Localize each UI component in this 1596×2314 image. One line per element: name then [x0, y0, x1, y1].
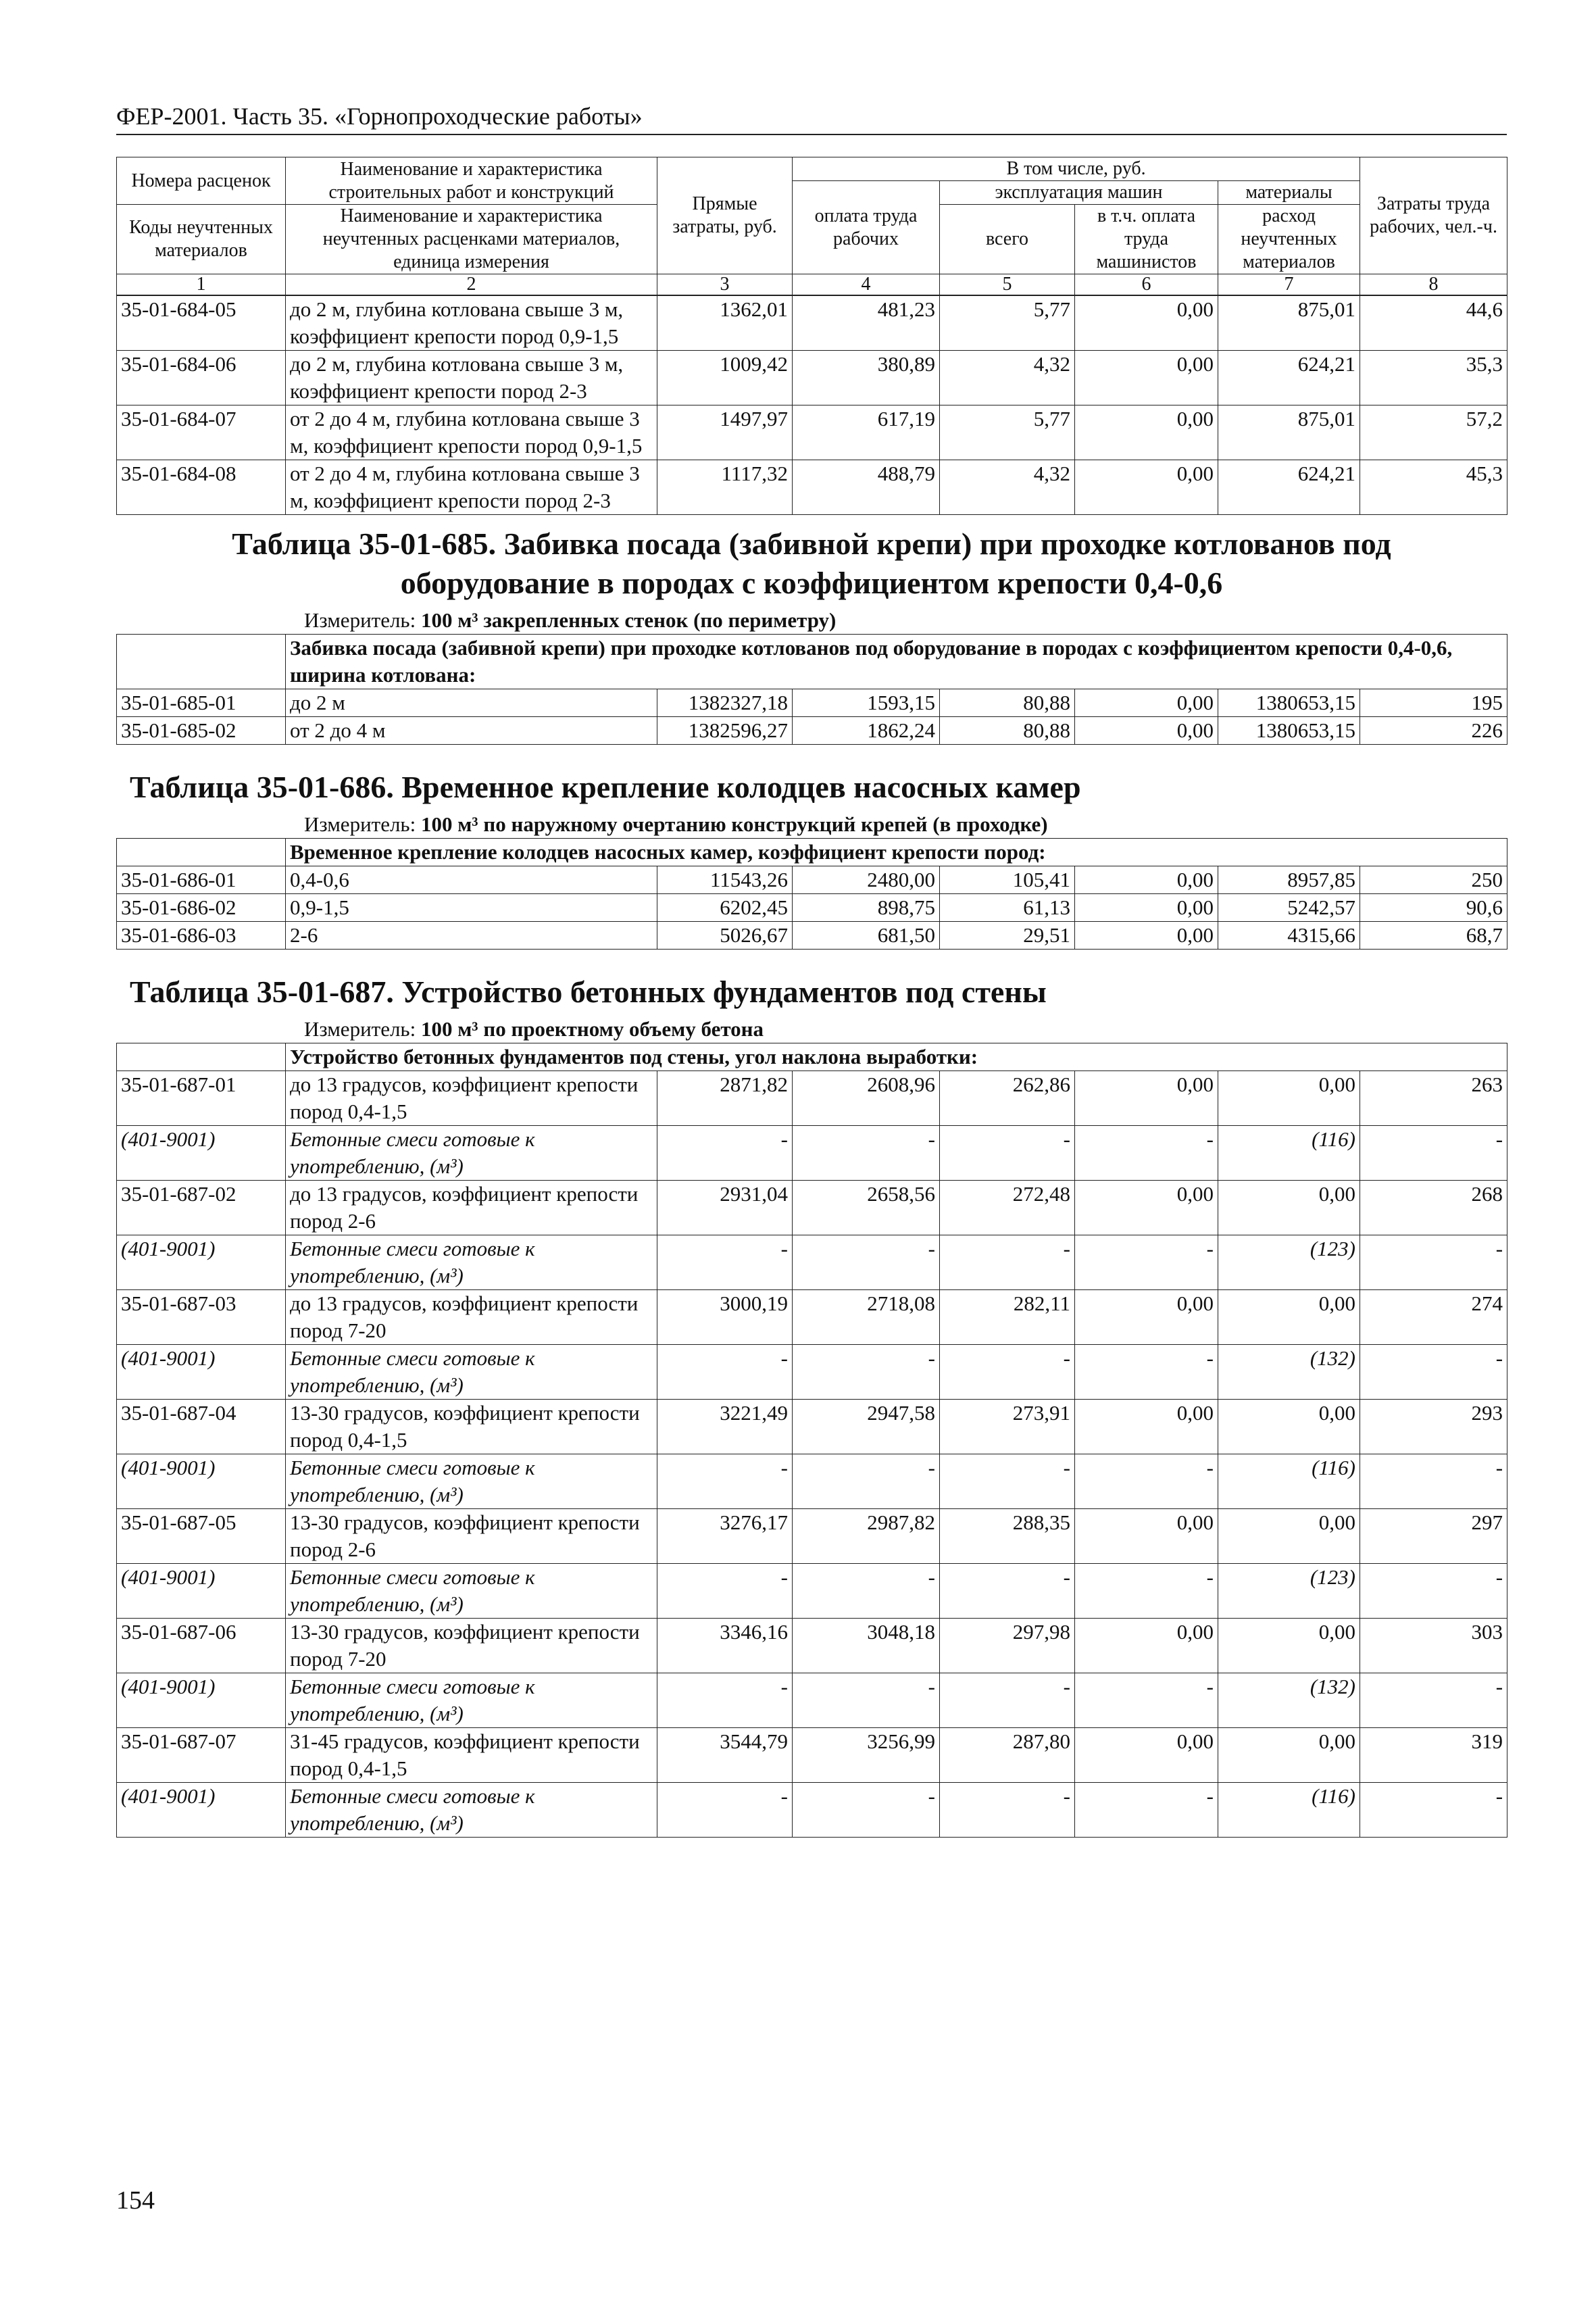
col2-top-header: Наименование и характеристика строительных работ и конструкций: [286, 157, 657, 205]
measure-label: Измеритель:: [304, 812, 416, 836]
labor-cost: 1862,24: [793, 717, 940, 745]
rate-description: от 2 до 4 м, глубина котлована свыше 3 м, коэффициент крепости пород 0,9-1,5: [286, 405, 657, 460]
machinist-pay: 0,00: [1075, 351, 1218, 405]
table-687: [116, 1043, 1507, 1838]
rate-code: 35-01-684-05: [117, 296, 286, 351]
labor-cost: 3256,99: [793, 1728, 940, 1783]
rate-code: 35-01-687-03: [117, 1290, 286, 1345]
materials-cost: 0,00: [1218, 1181, 1360, 1235]
machines-total: 80,88: [940, 717, 1075, 745]
rate-code: 35-01-685-01: [117, 689, 286, 717]
rate-description: до 2 м, глубина котлована свыше 3 м, коэффициент крепости пород 2-3: [286, 351, 657, 405]
machinist-pay: 0,00: [1075, 1290, 1218, 1345]
materials-cost: 624,21: [1218, 351, 1360, 405]
direct-cost: 2931,04: [657, 1181, 793, 1235]
material-row: [117, 1454, 1507, 1509]
machines-total: 272,48: [940, 1181, 1075, 1235]
labor-hours: 268: [1360, 1181, 1507, 1235]
labor-hours: 68,7: [1360, 922, 1507, 950]
dash-cell: -: [940, 1345, 1075, 1400]
rate-code: 35-01-686-03: [117, 922, 286, 950]
table-row: [117, 894, 1507, 922]
dash-cell: -: [940, 1783, 1075, 1838]
table-row: [117, 717, 1507, 745]
measure-value: 100 м³ по наружному очертанию конструкций крепей (в проходке): [420, 812, 1048, 836]
dash-cell: -: [940, 1564, 1075, 1619]
col-number: 4: [793, 274, 940, 295]
machinist-pay: 0,00: [1075, 460, 1218, 515]
dash-cell: -: [940, 1235, 1075, 1290]
labor-hours: 57,2: [1360, 405, 1507, 460]
material-quantity: (132): [1218, 1345, 1360, 1400]
materials-cost: 0,00: [1218, 1400, 1360, 1454]
materials-cost: 0,00: [1218, 1509, 1360, 1564]
labor-cost: 2718,08: [793, 1290, 940, 1345]
table-row: [117, 296, 1507, 351]
material-quantity: (116): [1218, 1454, 1360, 1509]
rate-code: 35-01-684-06: [117, 351, 286, 405]
rate-code: 35-01-685-02: [117, 717, 286, 745]
material-description: Бетонные смеси готовые к употреблению, (м³): [286, 1564, 657, 1619]
direct-cost: 1382596,27: [657, 717, 793, 745]
dash-cell: -: [1075, 1454, 1218, 1509]
table-row: [117, 922, 1507, 950]
rate-description: 0,4-0,6: [286, 866, 657, 894]
direct-cost: 3000,19: [657, 1290, 793, 1345]
table-row: [117, 405, 1507, 460]
direct-cost: 5026,67: [657, 922, 793, 950]
machinist-pay: 0,00: [1075, 717, 1218, 745]
labor-cost: 488,79: [793, 460, 940, 515]
table-684-rows: [116, 295, 1507, 515]
table-row: [117, 1728, 1507, 1783]
labor-hours: 226: [1360, 717, 1507, 745]
dash-cell: -: [657, 1783, 793, 1838]
machines-total: 282,11: [940, 1290, 1075, 1345]
rate-code: 35-01-684-07: [117, 405, 286, 460]
dash-cell: -: [657, 1673, 793, 1728]
material-description: Бетонные смеси готовые к употреблению, (м³): [286, 1673, 657, 1728]
dash-cell: -: [657, 1345, 793, 1400]
machines-total: 61,13: [940, 894, 1075, 922]
col4-header: оплата труда рабочих: [793, 181, 940, 274]
col-number: 2: [286, 274, 657, 295]
materials-cost: 624,21: [1218, 460, 1360, 515]
materials-cost: 1380653,15: [1218, 717, 1360, 745]
machines-total: 273,91: [940, 1400, 1075, 1454]
col8-header: Затраты труда рабочих, чел.-ч.: [1360, 157, 1507, 274]
table-685-measure: [116, 607, 1507, 634]
table-686-caption: Временное крепление колодцев насосных камер, коэффициент крепости пород:: [286, 839, 1507, 866]
dash-cell: -: [1075, 1345, 1218, 1400]
rate-description: до 13 градусов, коэффициент крепости пород 0,4-1,5: [286, 1071, 657, 1126]
labor-cost: 380,89: [793, 351, 940, 405]
materials-cost: 5242,57: [1218, 894, 1360, 922]
dash-cell: -: [1360, 1126, 1507, 1181]
materials-header: материалы: [1218, 181, 1360, 205]
material-row: [117, 1345, 1507, 1400]
col1-bottom-header: Коды неучтенных материалов: [117, 205, 286, 274]
machines-total: 80,88: [940, 689, 1075, 717]
machines-total: 105,41: [940, 866, 1075, 894]
table-row: [117, 866, 1507, 894]
direct-cost: 1009,42: [657, 351, 793, 405]
labor-cost: 2480,00: [793, 866, 940, 894]
machines-total: 297,98: [940, 1619, 1075, 1673]
material-quantity: (132): [1218, 1673, 1360, 1728]
measure-value: 100 м³ закрепленных стенок (по периметру): [420, 608, 837, 632]
dash-cell: -: [793, 1345, 940, 1400]
materials-cost: 0,00: [1218, 1071, 1360, 1126]
material-code: (401-9001): [117, 1345, 286, 1400]
document-body: [116, 157, 1507, 1838]
rate-code: 35-01-687-01: [117, 1071, 286, 1126]
dash-cell: -: [793, 1673, 940, 1728]
table-686: [116, 838, 1507, 950]
col1-top-header: Номера расценок: [117, 157, 286, 205]
labor-hours: 263: [1360, 1071, 1507, 1126]
page-number: 154: [116, 2186, 155, 2215]
materials-cost: 0,00: [1218, 1728, 1360, 1783]
rate-code: 35-01-686-02: [117, 894, 286, 922]
dash-cell: -: [1360, 1673, 1507, 1728]
rate-description: 31-45 градусов, коэффициент крепости пород 0,4-1,5: [286, 1728, 657, 1783]
table-686-measure: [116, 811, 1507, 838]
labor-hours: 90,6: [1360, 894, 1507, 922]
rate-description: 2-6: [286, 922, 657, 950]
measure-value: 100 м³ по проектному объему бетона: [420, 1017, 764, 1041]
labor-hours: 297: [1360, 1509, 1507, 1564]
machinist-pay: 0,00: [1075, 296, 1218, 351]
material-description: Бетонные смеси готовые к употреблению, (м³): [286, 1345, 657, 1400]
labor-hours: 195: [1360, 689, 1507, 717]
dash-cell: -: [657, 1564, 793, 1619]
labor-cost: 2987,82: [793, 1509, 940, 1564]
material-row: [117, 1564, 1507, 1619]
material-code: (401-9001): [117, 1454, 286, 1509]
col6-header: в т.ч. оплата труда машинистов: [1075, 205, 1218, 274]
table-685-title-line2: оборудование в породах с коэффициентом крепости 0,4-0,6: [400, 566, 1223, 600]
rate-code: 35-01-684-08: [117, 460, 286, 515]
labor-hours: 45,3: [1360, 460, 1507, 515]
material-description: Бетонные смеси готовые к употреблению, (м³): [286, 1235, 657, 1290]
labor-hours: 293: [1360, 1400, 1507, 1454]
direct-cost: 1117,32: [657, 460, 793, 515]
table-row: [117, 1071, 1507, 1126]
col-number: 7: [1218, 274, 1360, 295]
machinist-pay: 0,00: [1075, 1619, 1218, 1673]
incl-header: В том числе, руб.: [793, 157, 1360, 181]
dash-cell: -: [1075, 1126, 1218, 1181]
col-number: 3: [657, 274, 793, 295]
machines-total: 4,32: [940, 460, 1075, 515]
machines-total: 5,77: [940, 405, 1075, 460]
table-687-title-line1: Таблица 35-01-687. Устройство бетонных фундаментов под стены: [130, 975, 1047, 1009]
machines-total: 288,35: [940, 1509, 1075, 1564]
rate-description: 13-30 градусов, коэффициент крепости пород 7-20: [286, 1619, 657, 1673]
table-686-title-line1: Таблица 35-01-686. Временное крепление колодцев насосных камер: [130, 770, 1081, 804]
material-description: Бетонные смеси готовые к употреблению, (м³): [286, 1126, 657, 1181]
machinist-pay: 0,00: [1075, 405, 1218, 460]
material-code: (401-9001): [117, 1673, 286, 1728]
table-685-title: [116, 515, 1507, 607]
col-number: 1: [117, 274, 286, 295]
machines-total: 4,32: [940, 351, 1075, 405]
table-685-caption: Забивка посада (забивной крепи) при проходке котлованов под оборудование в породах с коэффициентом крепости 0,4-0,6, ширина котлована:: [286, 635, 1507, 689]
machines-total: 262,86: [940, 1071, 1075, 1126]
table-row: [117, 1619, 1507, 1673]
rate-code: 35-01-686-01: [117, 866, 286, 894]
table-687-measure: [116, 1016, 1507, 1043]
col-number: 6: [1075, 274, 1218, 295]
col7-header: расход неучтенных материалов: [1218, 205, 1360, 274]
labor-hours: 274: [1360, 1290, 1507, 1345]
rate-code: 35-01-687-06: [117, 1619, 286, 1673]
material-code: (401-9001): [117, 1126, 286, 1181]
labor-cost: 2947,58: [793, 1400, 940, 1454]
dash-cell: -: [1360, 1454, 1507, 1509]
table-row: [117, 351, 1507, 405]
measure-label: Измеритель:: [304, 608, 416, 632]
rate-description: от 2 до 4 м, глубина котлована свыше 3 м, коэффициент крепости пород 2-3: [286, 460, 657, 515]
material-code: (401-9001): [117, 1235, 286, 1290]
rate-description: до 2 м, глубина котлована свыше 3 м, коэффициент крепости пород 0,9-1,5: [286, 296, 657, 351]
labor-hours: 250: [1360, 866, 1507, 894]
rate-description: до 13 градусов, коэффициент крепости пород 2-6: [286, 1181, 657, 1235]
dash-cell: -: [940, 1126, 1075, 1181]
direct-cost: 11543,26: [657, 866, 793, 894]
material-row: [117, 1126, 1507, 1181]
direct-cost: 3544,79: [657, 1728, 793, 1783]
table-row: [117, 1400, 1507, 1454]
col-number: 5: [940, 274, 1075, 295]
col2-bottom-header: Наименование и характеристика неучтенных расценками материалов, единица измерения: [286, 205, 657, 274]
direct-cost: 3221,49: [657, 1400, 793, 1454]
table-row: [117, 689, 1507, 717]
machinist-pay: 0,00: [1075, 922, 1218, 950]
table-685-title-line1: Таблица 35-01-685. Забивка посада (забивной крепи) при проходке котлованов под: [232, 526, 1391, 561]
col5-header: всего: [940, 205, 1075, 274]
dash-cell: -: [793, 1564, 940, 1619]
rate-code: 35-01-687-07: [117, 1728, 286, 1783]
machines-total: 5,77: [940, 296, 1075, 351]
machines-total: 29,51: [940, 922, 1075, 950]
dash-cell: -: [940, 1673, 1075, 1728]
dash-cell: -: [657, 1454, 793, 1509]
machinist-pay: 0,00: [1075, 1181, 1218, 1235]
labor-hours: 44,6: [1360, 296, 1507, 351]
labor-cost: 3048,18: [793, 1619, 940, 1673]
dash-cell: -: [1360, 1235, 1507, 1290]
rate-code: 35-01-687-02: [117, 1181, 286, 1235]
materials-cost: 0,00: [1218, 1619, 1360, 1673]
material-quantity: (116): [1218, 1126, 1360, 1181]
dash-cell: -: [1075, 1564, 1218, 1619]
materials-cost: 1380653,15: [1218, 689, 1360, 717]
labor-cost: 681,50: [793, 922, 940, 950]
machinist-pay: 0,00: [1075, 689, 1218, 717]
running-title: ФЕР-2001. Часть 35. «Горнопроходческие работы»: [116, 103, 643, 130]
col3-header: Прямые затраты, руб.: [657, 157, 793, 274]
labor-cost: 898,75: [793, 894, 940, 922]
table-687-caption: Устройство бетонных фундаментов под стены, угол наклона выработки:: [286, 1043, 1507, 1071]
material-quantity: (123): [1218, 1564, 1360, 1619]
labor-cost: 617,19: [793, 405, 940, 460]
materials-cost: 875,01: [1218, 296, 1360, 351]
table-row: [117, 460, 1507, 515]
labor-cost: 481,23: [793, 296, 940, 351]
labor-hours: 35,3: [1360, 351, 1507, 405]
materials-cost: 875,01: [1218, 405, 1360, 460]
labor-cost: 1593,15: [793, 689, 940, 717]
direct-cost: 2871,82: [657, 1071, 793, 1126]
measure-label: Измеритель:: [304, 1017, 416, 1041]
machinist-pay: 0,00: [1075, 894, 1218, 922]
material-quantity: (123): [1218, 1235, 1360, 1290]
machines-header: эксплуатация машин: [940, 181, 1218, 205]
rate-description: 13-30 градусов, коэффициент крепости пород 0,4-1,5: [286, 1400, 657, 1454]
rate-description: от 2 до 4 м: [286, 717, 657, 745]
direct-cost: 1362,01: [657, 296, 793, 351]
material-code: (401-9001): [117, 1783, 286, 1838]
dash-cell: -: [793, 1454, 940, 1509]
materials-cost: 8957,85: [1218, 866, 1360, 894]
material-row: [117, 1235, 1507, 1290]
dash-cell: -: [793, 1783, 940, 1838]
material-description: Бетонные смеси готовые к употреблению, (м³): [286, 1454, 657, 1509]
direct-cost: 1497,97: [657, 405, 793, 460]
labor-hours: 303: [1360, 1619, 1507, 1673]
materials-cost: 4315,66: [1218, 922, 1360, 950]
dash-cell: -: [657, 1235, 793, 1290]
labor-hours: 319: [1360, 1728, 1507, 1783]
material-quantity: (116): [1218, 1783, 1360, 1838]
dash-cell: -: [1075, 1673, 1218, 1728]
rate-description: до 2 м: [286, 689, 657, 717]
machinist-pay: 0,00: [1075, 1071, 1218, 1126]
direct-cost: 3276,17: [657, 1509, 793, 1564]
dash-cell: -: [793, 1235, 940, 1290]
machinist-pay: 0,00: [1075, 866, 1218, 894]
dash-cell: -: [1075, 1783, 1218, 1838]
machinist-pay: 0,00: [1075, 1400, 1218, 1454]
table-686-title: [116, 758, 1507, 811]
rate-description: 13-30 градусов, коэффициент крепости пород 2-6: [286, 1509, 657, 1564]
material-code: (401-9001): [117, 1564, 286, 1619]
direct-cost: 6202,45: [657, 894, 793, 922]
table-row: [117, 1509, 1507, 1564]
dash-cell: -: [1360, 1783, 1507, 1838]
material-row: [117, 1783, 1507, 1838]
rate-code: 35-01-687-04: [117, 1400, 286, 1454]
rate-description: 0,9-1,5: [286, 894, 657, 922]
dash-cell: -: [940, 1454, 1075, 1509]
column-header-table: [116, 157, 1507, 295]
direct-cost: 3346,16: [657, 1619, 793, 1673]
table-row: [117, 1290, 1507, 1345]
table-687-title: [116, 963, 1507, 1016]
dash-cell: -: [657, 1126, 793, 1181]
table-row: [117, 1181, 1507, 1235]
labor-cost: 2658,56: [793, 1181, 940, 1235]
table-685: [116, 634, 1507, 745]
dash-cell: -: [1360, 1564, 1507, 1619]
machines-total: 287,80: [940, 1728, 1075, 1783]
dash-cell: -: [1075, 1235, 1218, 1290]
rate-description: до 13 градусов, коэффициент крепости пород 7-20: [286, 1290, 657, 1345]
machinist-pay: 0,00: [1075, 1728, 1218, 1783]
rate-code: 35-01-687-05: [117, 1509, 286, 1564]
machinist-pay: 0,00: [1075, 1509, 1218, 1564]
material-row: [117, 1673, 1507, 1728]
direct-cost: 1382327,18: [657, 689, 793, 717]
labor-cost: 2608,96: [793, 1071, 940, 1126]
column-number-row: [117, 274, 1507, 295]
dash-cell: -: [1360, 1345, 1507, 1400]
materials-cost: 0,00: [1218, 1290, 1360, 1345]
dash-cell: -: [793, 1126, 940, 1181]
running-header: [116, 101, 1507, 135]
col-number: 8: [1360, 274, 1507, 295]
material-description: Бетонные смеси готовые к употреблению, (м³): [286, 1783, 657, 1838]
